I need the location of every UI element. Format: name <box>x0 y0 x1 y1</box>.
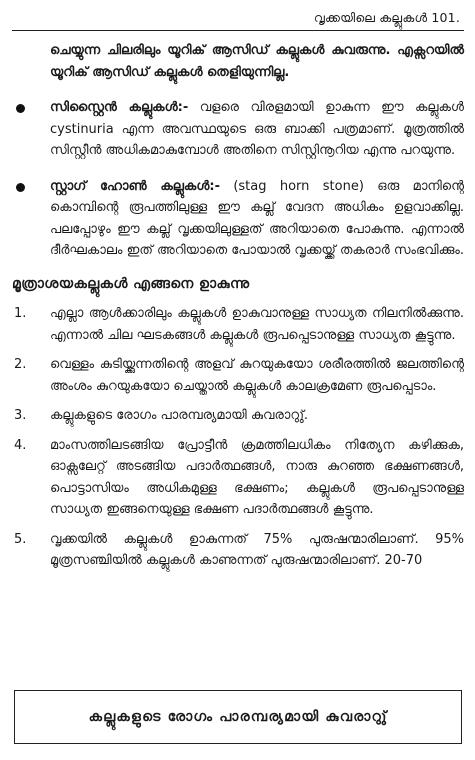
book-page <box>12 0 464 760</box>
intro-paragraph: ചെയ്യുന്ന ചിലരിലും യൂറിക് ആസിഡ് കല്ലുകൾ കുവരുന്നു. എക്സറയിൽ യൂറിക് ആസിഡ് കല്ലുകൾ തെളിയുന്നില്ല. <box>50 43 464 80</box>
list-text: വെള്ളം കുടിയ്ക്കുന്നതിന്റെ അളവ് കുറയുകയോ ശരീരത്തിൽ ജലത്തിന്റെ അംശം കുറയുകയോ ചെയ്താൽ കല്ലുകൾ കാലക്രമേണ രൂപപ്പെടാം. <box>50 357 464 394</box>
section-heading: മൂത്രാശയകല്ലുകൾ എങ്ങനെ ഉാകുന്നു <box>12 275 250 292</box>
list-number: 2. <box>14 357 27 372</box>
page-body <box>12 40 464 580</box>
bullet-item-staghorn <box>12 176 464 262</box>
callout-box <box>14 690 462 744</box>
bullet-dot-icon <box>16 104 25 113</box>
list-number: 4. <box>14 437 27 453</box>
list-text: മാംസത്തിലടങ്ങിയ പ്രോട്ടീൻ ക്രമത്തിലധികം നിത്യേന കഴിക്കുക, ഓക്സലേറ്റ് അടങ്ങിയ പദാർത്ഥങ്ങൾ, നാരു കുറഞ്ഞ ഭക്ഷണങ്ങൾ, പൊട്ടാസിയം അധികമുള്ള ഭക്ഷണം; കല്ലുകൾ രൂപപ്പെടാനുള്ള സാധ്യത ഇങ്ങനെയുള്ള ഭക്ഷണ പദാർത്ഥങ്ങൾ കൂട്ടുന്നു. <box>50 437 464 517</box>
bullet-term: സിസ്റ്റൈൻ കല്ലുകൾ:- <box>50 100 189 115</box>
list-number: 3. <box>14 408 27 423</box>
list-item <box>12 529 464 572</box>
callout-text: കല്ലുകളുടെ രോഗം പാരമ്പര്യമായി കുവരാറുു് <box>88 709 388 725</box>
bullet-dot-icon <box>16 183 25 192</box>
list-text: വൃക്കയിൽ കല്ലുകൾ ഉാകുന്നത് 75% പുരുഷന്മാരിലാണ്. 95% മൂത്രസഞ്ചിയിൽ കല്ലുകൾ കാണുന്നത് പുരുഷന്മാരിലാണ്. 20-70 <box>50 531 464 568</box>
list-number: 1. <box>14 306 27 321</box>
list-text: എല്ലാ ആൾക്കാരിലും കല്ലുകൾ ഉാകുവാനുള്ള സാധ്യത നിലനിൽക്കുന്നു. എന്നാൽ ചില ഘടകങ്ങൾ കല്ലുകൾ രൂപപ്പെടാനുള്ള സാധ്യത കൂട്ടുന്നു. <box>50 306 464 343</box>
bullet-text: വളരെ വിരളമായി ഉാകുന്ന ഈ കല്ലുകൾ cystinuria എന്ന അവസ്ഥയുടെ ഒരു ബാക്കി പത്രമാണ്. മൂത്രത്തിൽ സിസ്റ്റീൻ അധികമാകുമ്പോൾ അതിനെ സിസ്റ്റിനൂറിയ എന്നു പറയുന്നു. <box>50 100 464 158</box>
list-item <box>12 303 464 346</box>
list-item <box>12 354 464 397</box>
header-rule <box>12 30 464 31</box>
list-item <box>12 405 464 427</box>
list-item <box>12 435 464 521</box>
bullet-term: സ്റ്റാഗ് ഹോൺ കല്ലുകൾ:- <box>50 178 220 194</box>
list-text: കല്ലുകളുടെ രോഗം പാരമ്പര്യമായി കുവരാറുു്. <box>50 408 309 423</box>
bullet-text: (stag horn stone) ഒരു മാനിന്റെ കൊമ്പിന്റെ രൂപത്തിലുള്ള ഈ കല്ല് വേദന അധികം ഉളവാക്കില്ല. പലപ്പോഴും ഈ കല്ല് വൃക്കയിലുള്ളത് അറിയാതെ പോകുന്നു. എന്നാൽ ദീർഘകാലം ഇത് അറിയാതെ പോയാൽ വൃക്കയ്ക്ക് തകരാർ സംഭവിക്കും. <box>50 178 464 258</box>
running-header: വൃക്കയിലെ കല്ലുകൾ 101. <box>313 10 460 25</box>
list-number: 5. <box>14 531 27 547</box>
bullet-item-cystine <box>12 97 464 162</box>
